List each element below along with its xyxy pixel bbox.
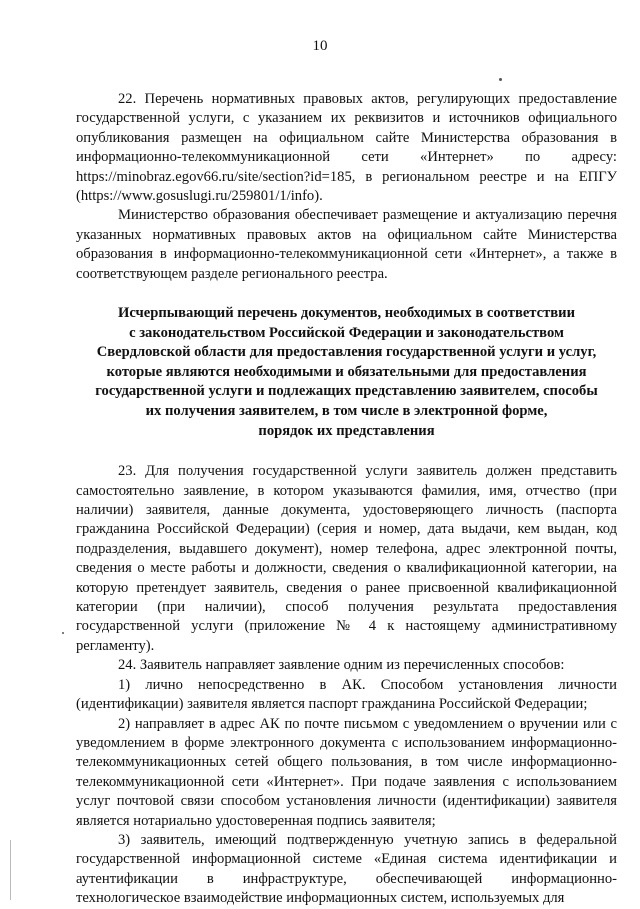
page-number: 10 — [312, 38, 328, 54]
heading-line: их получения заявителем, в том числе в электронной форме, — [145, 403, 548, 420]
heading-line: Свердловской области для предоставления государственной услуги и услуг, — [96, 344, 597, 361]
scan-speck — [62, 632, 64, 634]
paragraph-24-item-2: 2) направляет в адрес АК по почте письмом с уведомлением о вручении или с уведомлением в форме электронного документа с использованием информационно-телекоммуникационных сетей общего пользования, в том числе информационно-телекоммуникационной сети «Интернет». При подаче заявления с использованием услуг почтовой связи способом установления личности (идентификации) заявителя является нотариально удостоверенная подпись заявителя; — [76, 715, 617, 829]
document-body — [76, 90, 617, 909]
heading-line: порядок их представления — [258, 422, 435, 439]
scan-speck — [499, 78, 502, 81]
heading-line: Исчерпывающий перечень документов, необходимых в соответствии — [117, 305, 575, 322]
heading-line: государственной услуги и подлежащих представлению заявителем, способы — [95, 383, 598, 400]
paragraph-24-item-1: 1) лично непосредственно в АК. Способом установления личности (идентификации) заявителя является паспорт гражданина Российской Федерации; — [76, 676, 617, 713]
paragraph-22: 22. Перечень нормативных правовых актов, регулирующих предоставление государственной услуги, с указанием их реквизитов и источников официального опубликования размещен на официальном сайте Министерства образования в информационно-телекоммуникационной сети «Интернет» по адресу: https://minobraz.egov66.ru/site/section?id=185, в региональном реестре и на ЕПГУ (https://www.gosuslugi.ru/259801/1/info). — [76, 91, 617, 205]
section-heading — [86, 304, 607, 441]
paragraph-24-item-3: 3) заявитель, имеющий подтвержденную учетную запись в федеральной государственной информационной системе «Единая система идентификации и аутентификации в инфраструктуре, обеспечивающей информационно-технологическое взаимодействие информационных систем, используемых для — [76, 831, 617, 907]
heading-line: с законодательством Российской Федерации и законодательством — [129, 324, 564, 341]
heading-line: которые являются необходимыми и обязательными для предоставления — [106, 363, 587, 380]
page-edge-line — [10, 840, 11, 900]
paragraph-22-continuation: Министерство образования обеспечивает размещение и актуализацию перечня указанных нормативных правовых актов на официальном сайте Министерства образования в информационно-телекоммуникационной сети «Интернет», а также в соответствующем разделе регионального реестра. — [76, 207, 617, 282]
paragraph-23: 23. Для получения государственной услуги заявитель должен представить самостоятельно заявление, в котором указываются фамилия, имя, отчество (при наличии) заявителя, данные документа, удостоверяющего личность (паспорта гражданина Российской Федерации) (серия и номер, дата выдачи, кем выдан, код подразделения, выдавшего документ), номер телефона, адрес электронной почты, сведения о месте работы и должности, сведения о квалификационной категории, на которую претендует заявитель, сведения о ранее присвоенной квалификационной категории (при наличии), способ получения результата предоставления государственной услуги (приложение № 4 к настоящему административному регламенту). — [76, 463, 617, 654]
paragraph-24-intro: 24. Заявитель направляет заявление одним из перечисленных способов: — [118, 657, 565, 674]
